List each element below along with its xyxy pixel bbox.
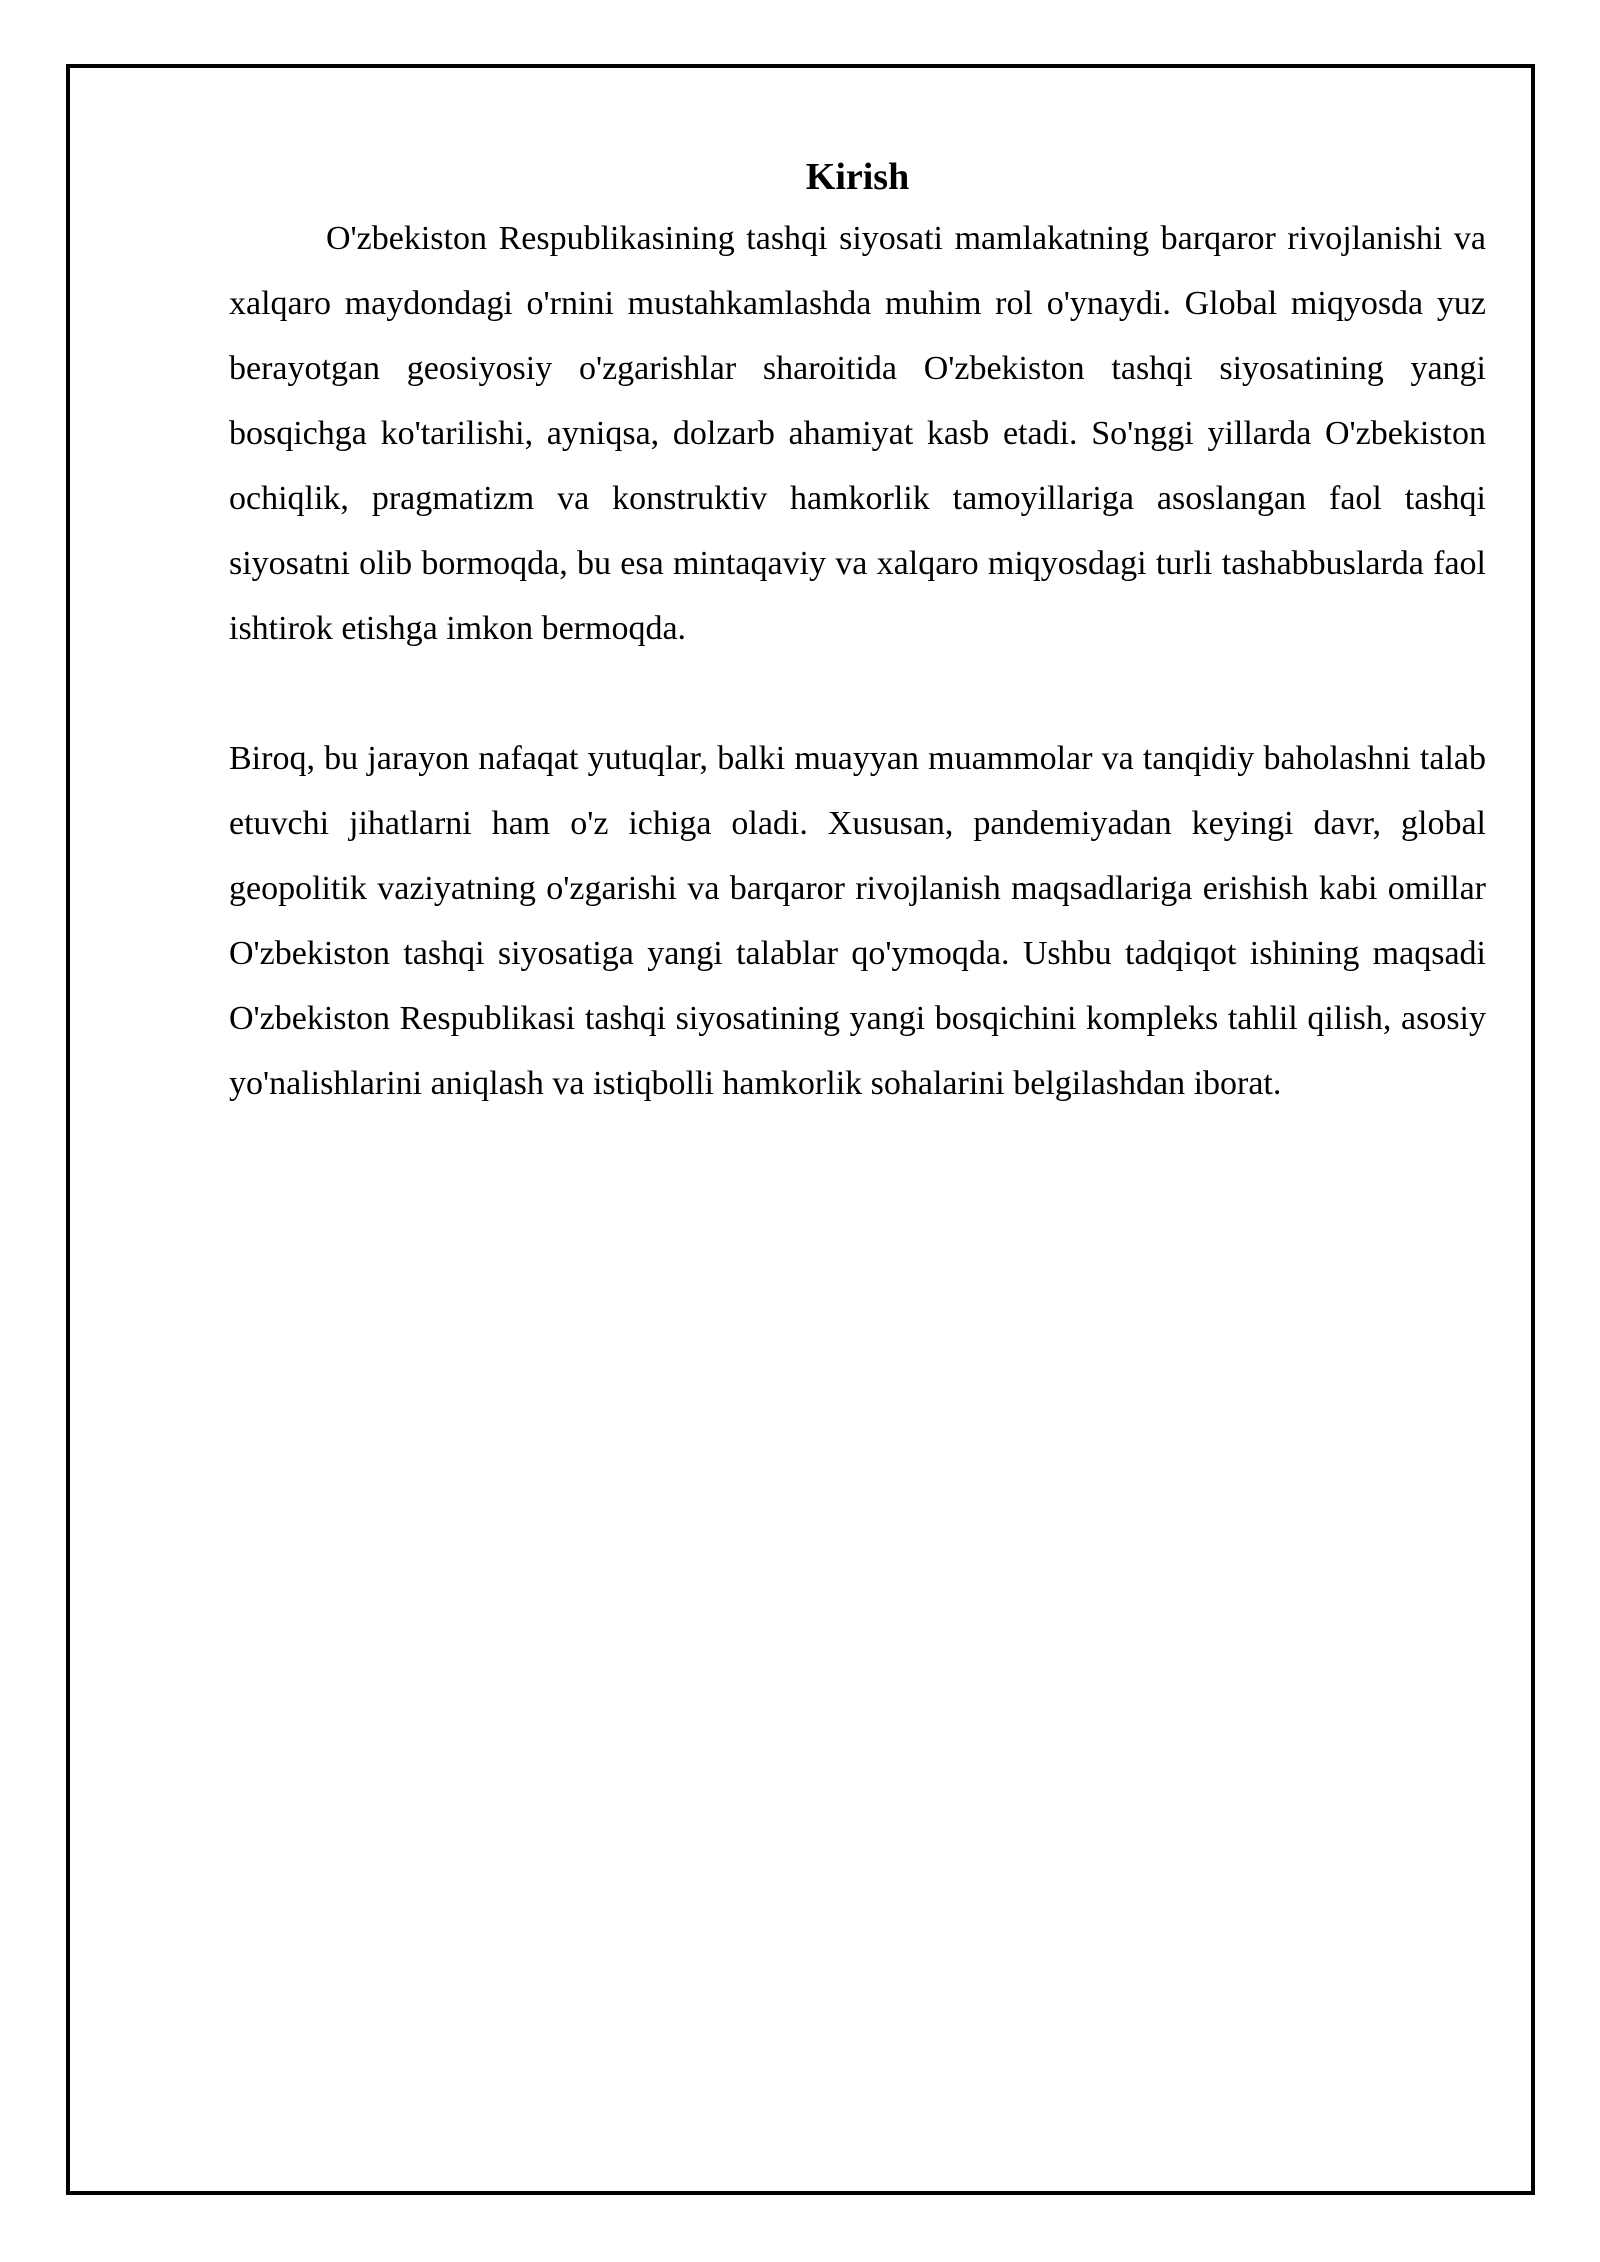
document-body	[229, 148, 1486, 1116]
paragraph-1: O'zbekiston Respublikasining tashqi siyosati mamlakatning barqaror rivojlanishi va xalqaro maydondagi o'rnini mustahkamlashda muhim rol o'ynaydi. Global miqyosda yuz berayotgan geosiyosiy o'zgarishlar sharoitida O'zbekiston tashqi siyosatining yangi bosqichga ko'tarilishi, ayniqsa, dolzarb ahamiyat kasb etadi. So'nggi yillarda O'zbekiston ochiqlik, pragmatizm va konstruktiv hamkorlik tamoyillariga asoslangan faol tashqi siyosatni olib bormoqda, bu esa mintaqaviy va xalqaro miqyosdagi turli tashabbuslarda faol ishtirok etishga imkon bermoqda.	[229, 220, 1486, 647]
paragraph-spacer	[229, 661, 1486, 726]
section-heading: Kirish	[805, 156, 910, 198]
paragraph-2: Biroq, bu jarayon nafaqat yutuqlar, balki muayyan muammolar va tanqidiy baholashni talab etuvchi jihatlarni ham o'z ichiga oladi. Xususan, pandemiyadan keyingi davr, global geopolitik vaziyatning o'zgarishi va barqaror rivojlanish maqsadlariga erishish kabi omillar O'zbekiston tashqi siyosatiga yangi talablar qo'ymoqda. Ushbu tadqiqot ishining maqsadi O'zbekiston Respublikasi tashqi siyosatining yangi bosqichini kompleks tahlil qilish, asosiy yo'nalishlarini aniqlash va istiqbolli hamkorlik sohalarini belgilashdan iborat.	[229, 740, 1486, 1102]
